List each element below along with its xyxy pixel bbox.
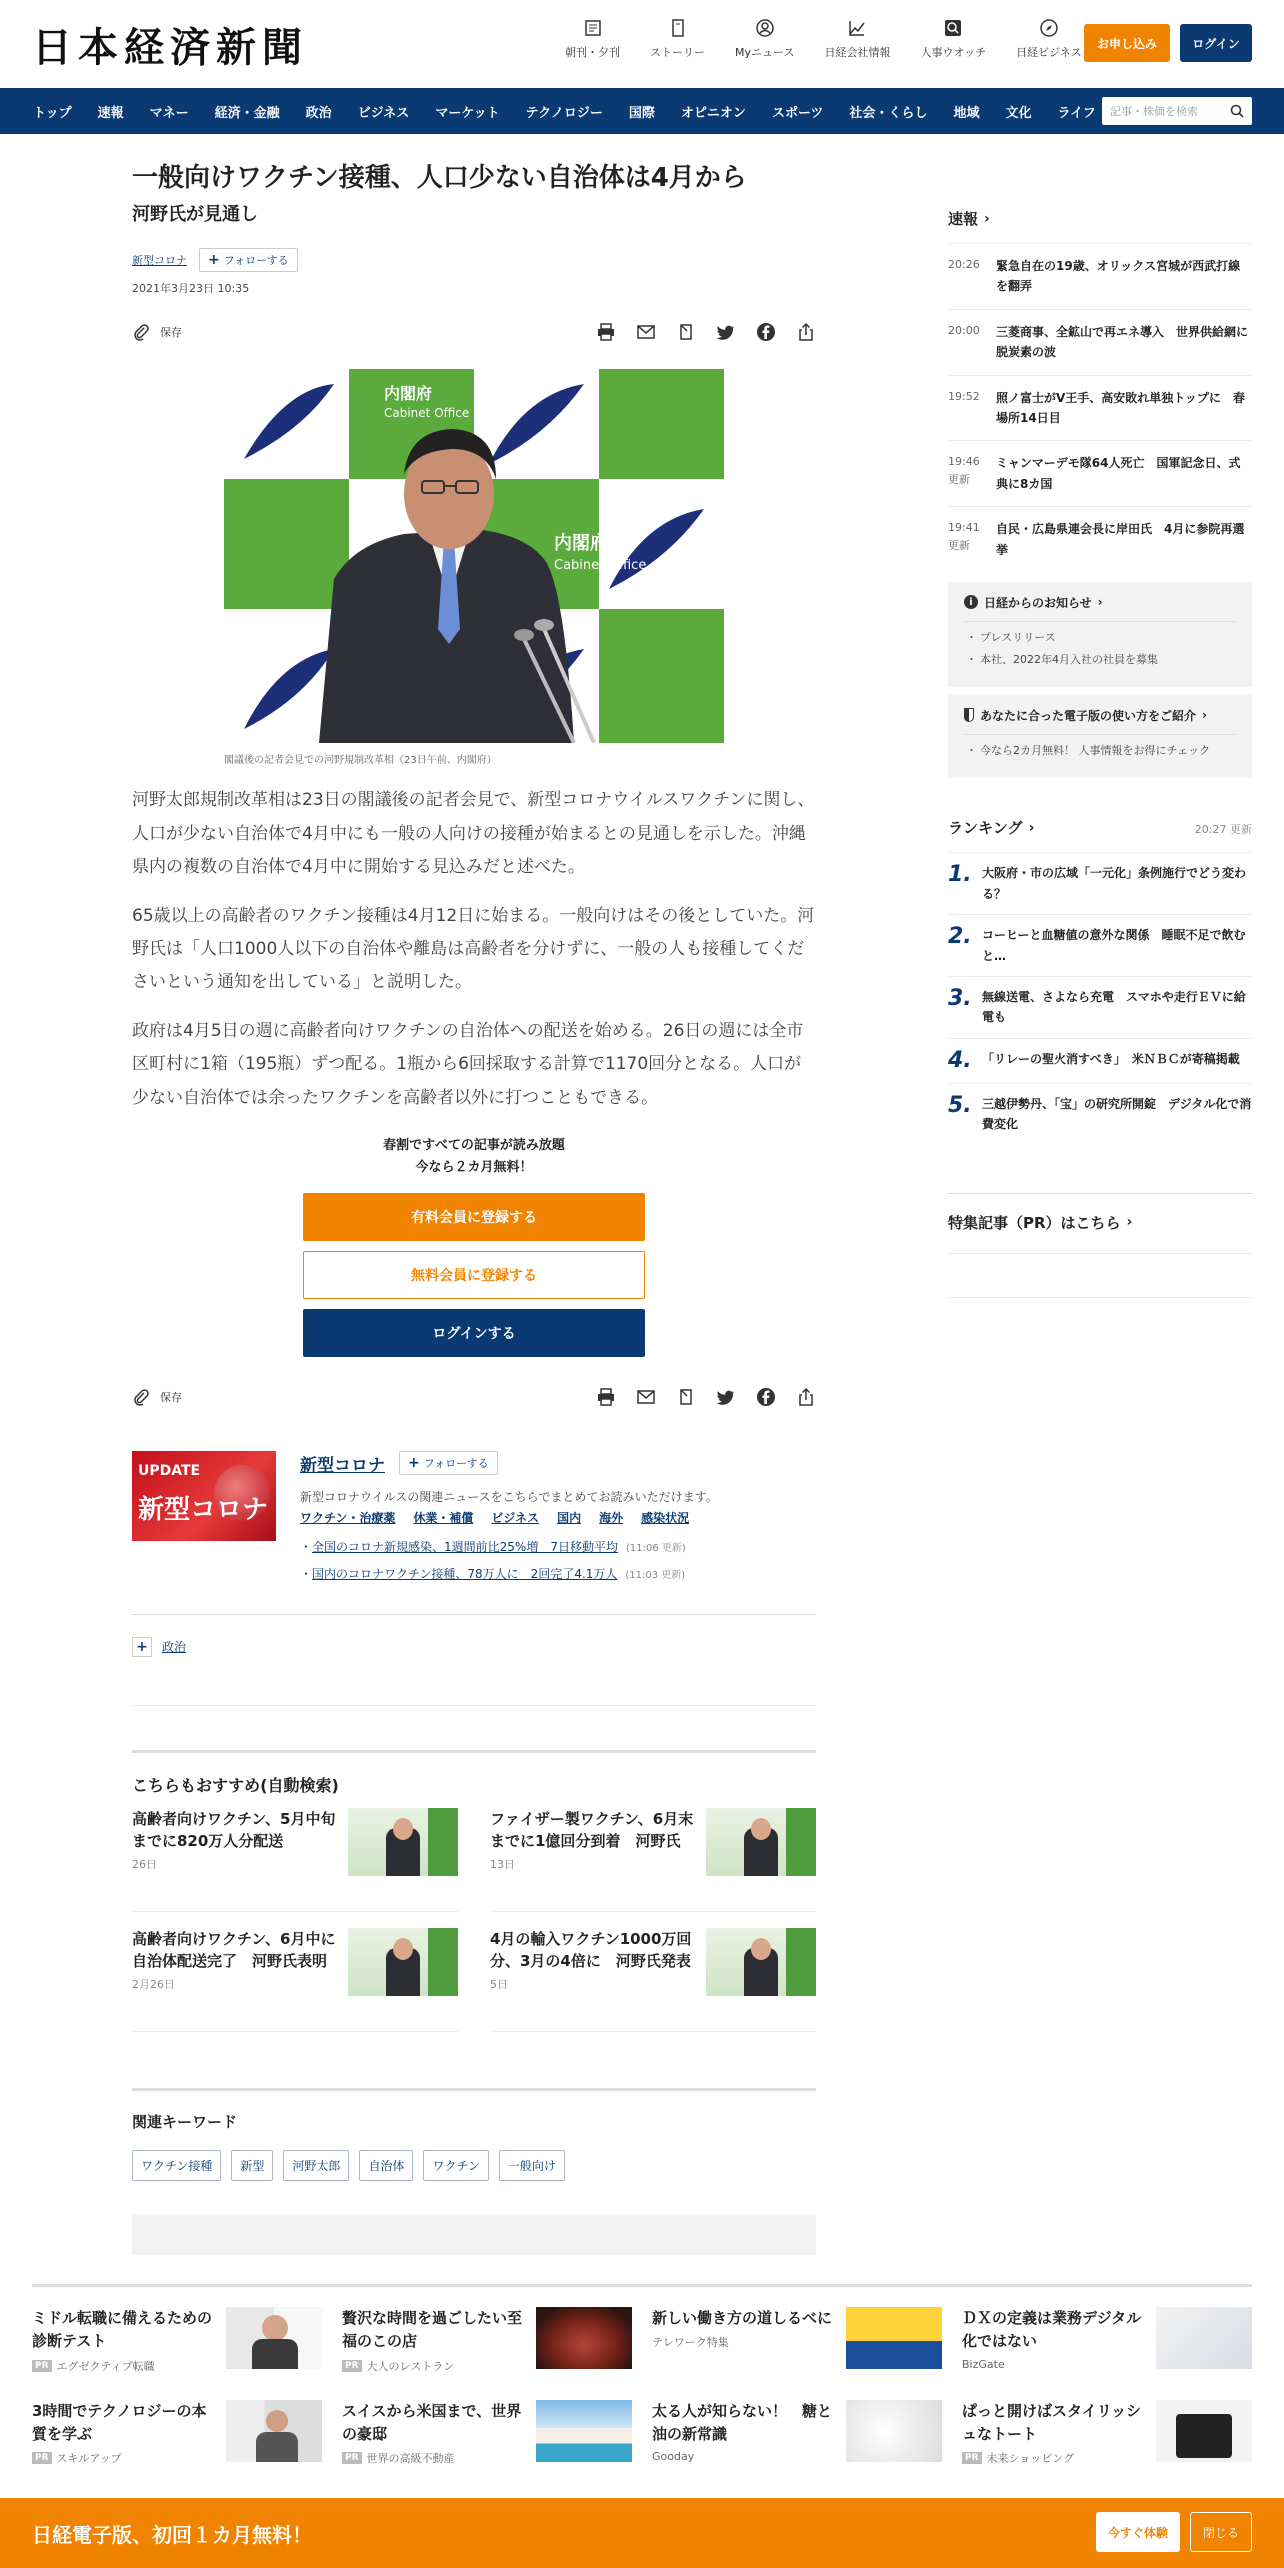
topic-news-item[interactable]: ・国内のコロナワクチン接種、78万人に 2回完了4.1万人 (11:03 更新)	[300, 1566, 686, 1581]
keyword-chip[interactable]: ワクチン	[423, 2150, 488, 2181]
chevron-right-icon: ›	[984, 210, 990, 227]
notice-item[interactable]: ・ プレスリリース	[964, 630, 1236, 647]
chevron-right-icon: ›	[1126, 1214, 1133, 1231]
news-status: 更新	[948, 538, 970, 552]
keywords-title: 関連キーワード	[132, 2112, 238, 2131]
subtopic-link[interactable]: ビジネス	[491, 1510, 540, 1525]
news-title[interactable]: ミャンマーデモ隊64人死亡 国軍記念日、式典に8カ国	[996, 456, 1241, 491]
share-icons	[596, 322, 816, 342]
follow-button[interactable]	[199, 248, 298, 272]
topic-news-title[interactable]: 全国のコロナ新規感染、1週間前比25%増 7日移動平均	[312, 1539, 618, 1554]
pr-item-title[interactable]: 太る人が知らない！ 糖と油の新常識	[652, 2401, 833, 2443]
recommend-item[interactable]	[132, 1808, 458, 1912]
chevron-right-icon: ›	[1028, 819, 1035, 836]
rank-title[interactable]: 大阪府・市の広域「一元化」条例施行でどう変わる？	[982, 866, 1247, 901]
twitter-icon[interactable]	[716, 1387, 736, 1407]
article-date: 2021年3月23日 10:35	[132, 282, 250, 296]
share-icon[interactable]	[796, 1387, 816, 1407]
save-label: 保存	[160, 1390, 182, 1404]
pr-placeholder	[948, 1297, 1252, 1341]
recommend-item-date: 2月26日	[132, 1977, 175, 1991]
keyword-chip[interactable]: 自治体	[359, 2150, 413, 2181]
news-status: 更新	[948, 472, 970, 486]
topic-row	[132, 248, 816, 272]
recommend-thumbnail[interactable]	[348, 1928, 458, 1996]
nav-item-business[interactable]: ビジネス	[357, 105, 410, 121]
topic-image-update: UPDATE	[138, 1462, 201, 1479]
tag-link-politics[interactable]: 政治	[162, 1640, 187, 1655]
cabinet-office-sign-en: Cabinet Office	[554, 558, 647, 574]
pr-item-title[interactable]: 贅沢な時間を過ごしたい至福のこの店	[342, 2309, 523, 2351]
nav-item-life[interactable]: ライフ	[1057, 105, 1096, 121]
recommend-thumbnail[interactable]	[706, 1808, 816, 1876]
pr-item-title[interactable]: スイスから米国まで、世界の豪邸	[342, 2401, 522, 2443]
footer-promo-banner	[0, 2498, 1284, 2568]
subtopic-link[interactable]: ワクチン・治療薬	[300, 1510, 396, 1525]
follow-label: フォローする	[223, 254, 289, 268]
header-link-label: 日経ビジネス	[1016, 46, 1082, 59]
nav-item-international[interactable]: 国際	[628, 105, 655, 121]
header-link-mynews[interactable]	[735, 18, 794, 60]
nav-item-opinion[interactable]: オピニオン	[680, 105, 746, 121]
pr-thumbnail[interactable]	[846, 2400, 942, 2462]
user-icon	[755, 18, 775, 38]
guide-box	[948, 695, 1252, 778]
ranking-item[interactable]	[948, 914, 1252, 976]
photo-caption: 閣議後の記者会見での河野規制改革相（23日午前、内閣府）	[224, 755, 497, 767]
share-icons	[596, 1387, 816, 1407]
bookmark-icon[interactable]	[676, 1387, 696, 1407]
news-time: 19:46	[948, 455, 980, 469]
search-input[interactable]	[1102, 97, 1252, 125]
pr-item[interactable]	[32, 2400, 322, 2467]
ranking-list	[948, 852, 1252, 1144]
pr-item[interactable]	[342, 2307, 632, 2374]
header-link-label: Myニュース	[735, 46, 795, 59]
notice-title: 日経からのお知らせ	[984, 595, 1092, 610]
recommend-section	[132, 1750, 816, 2048]
recommend-item[interactable]	[490, 1928, 816, 2032]
topic-news-time: (11:06 更新)	[625, 1542, 686, 1554]
ranking-heading	[948, 817, 1252, 838]
rank-title[interactable]: コーヒーと血糖値の意外な関係 睡眠不足で飲むと…	[982, 928, 1246, 963]
topic-follow-button[interactable]	[399, 1451, 498, 1475]
keyword-chip[interactable]: 一般向け	[499, 2150, 565, 2181]
search-icon[interactable]	[1230, 104, 1244, 118]
chevron-right-icon: ›	[1202, 708, 1207, 723]
header-icon-menu	[565, 18, 1112, 60]
recommend-item-date: 5日	[490, 1977, 508, 1991]
topic-name-link[interactable]: 新型コロナ	[300, 1455, 385, 1476]
recommend-item-title[interactable]: ファイザー製ワクチン、6月末までに1億回分到着 河野氏	[490, 1809, 694, 1851]
print-icon[interactable]	[596, 322, 616, 342]
news-time: 19:52	[948, 389, 980, 403]
topic-news-time: (11:03 更新)	[625, 1569, 686, 1581]
rank-number: 4.	[948, 1047, 972, 1073]
rank-title[interactable]: 三越伊勢丹、「宝」の研究所開錠 デジタル化で消費変化	[982, 1096, 1252, 1132]
guide-title: あなたに合った電子版の使い方をご紹介	[980, 708, 1197, 723]
header-link-label: ストーリー	[650, 46, 705, 59]
paperclip-icon	[132, 323, 150, 341]
recommend-title: こちらもおすすめ(自動検索)	[132, 1775, 339, 1795]
plus-icon: +	[208, 252, 220, 269]
pr-placeholder	[948, 1253, 1252, 1297]
recommend-item[interactable]	[490, 1808, 816, 1912]
recommend-item-title[interactable]: 4月の輸入ワクチン1000万回分、3月の4倍に 河野氏発表	[490, 1929, 692, 1971]
article-body	[132, 784, 816, 1114]
pr-sponsor: テレワーク特集	[652, 2336, 729, 2350]
pr-item-title[interactable]: ミドル転職に備えるための診断テスト	[32, 2309, 213, 2351]
article-photo	[224, 369, 724, 743]
news-time: 19:41	[948, 521, 980, 535]
subtopic-link[interactable]: 休業・補償	[413, 1510, 474, 1525]
breaking-news-item[interactable]	[948, 375, 1252, 441]
cabinet-office-sign-en: Cabinet Office	[384, 406, 470, 421]
pr-section	[948, 1193, 1252, 1341]
try-now-button[interactable]: 今すぐ体験	[1096, 2512, 1180, 2552]
pr-thumbnail[interactable]	[226, 2400, 322, 2462]
article-paragraph: 65歳以上の高齢者のワクチン接種は4月12日に始まる。一般向けはその後としていた。河野氏は「人口1000人以下の自治体や離島は高齢者を分けずに、一般の人も接種してくださいという通知を出している」と説明した。	[132, 905, 815, 993]
mail-icon[interactable]	[636, 322, 656, 342]
ad-placeholder	[132, 2215, 816, 2255]
subscription-promo	[132, 1135, 816, 1357]
bottom-pr-grid	[32, 2307, 1252, 2466]
nav-item-sports[interactable]: スポーツ	[771, 105, 824, 121]
topic-link[interactable]: 新型コロナ	[132, 254, 187, 268]
ranking-item[interactable]	[948, 1038, 1252, 1083]
subtopic-link[interactable]: 国内	[557, 1510, 582, 1525]
pr-thumbnail[interactable]	[1156, 2400, 1252, 2462]
news-title[interactable]: 三菱商事、全鉱山で再エネ導入 世界供給網に脱炭素の波	[996, 324, 1249, 360]
pr-item-title[interactable]: 新しい働き方の道しるべに	[652, 2309, 833, 2327]
breaking-news-item[interactable]	[948, 309, 1252, 375]
pr-item[interactable]	[652, 2400, 942, 2467]
rank-number: 2.	[948, 924, 972, 950]
header-link-label: 日経会社情報	[824, 46, 891, 59]
recommend-item[interactable]	[132, 1928, 458, 2032]
search-person-icon	[943, 18, 963, 38]
pr-badge: PR	[32, 2360, 52, 2372]
nav-item-politics[interactable]: 政治	[305, 105, 332, 121]
breaking-news-heading[interactable]	[948, 208, 1252, 229]
ranking-item[interactable]	[948, 1083, 1252, 1145]
sidebar	[948, 208, 1252, 1341]
compass-icon	[1039, 18, 1059, 38]
mail-icon[interactable]	[636, 1387, 656, 1407]
notice-heading[interactable]	[964, 594, 1236, 611]
topic-box	[132, 1451, 816, 1615]
header-link-company-info[interactable]	[824, 18, 890, 60]
header-link-morning-evening[interactable]	[565, 18, 620, 60]
pr-sponsor: Gooday	[652, 2450, 695, 2463]
header-link-label: 朝刊・夕刊	[565, 46, 620, 59]
article-subtitle: 河野氏が見通し	[132, 204, 258, 226]
info-icon: i	[964, 595, 978, 609]
register-free-button[interactable]: 無料会員に登録する	[303, 1251, 645, 1299]
pr-badge: PR	[962, 2452, 982, 2464]
pr-item[interactable]	[342, 2400, 632, 2467]
pr-thumbnail[interactable]	[536, 2307, 632, 2369]
rank-title[interactable]: 「リレーの聖火消すべき」 米ＮＢＣが寄稿掲載	[982, 1051, 1240, 1066]
save-button[interactable]	[132, 1388, 182, 1406]
plus-icon: +	[408, 1455, 420, 1472]
tag-follow-row	[132, 1637, 816, 1706]
nav-item-society[interactable]: 社会・くらし	[849, 105, 928, 121]
masthead	[0, 0, 1284, 88]
save-label: 保存	[160, 326, 182, 340]
promo-line-1: 春割ですべての記事が読み放題	[383, 1137, 565, 1153]
pr-thumbnail[interactable]	[1156, 2307, 1252, 2369]
pr-heading-link[interactable]	[948, 1212, 1252, 1233]
subtopic-link[interactable]: 感染状況	[641, 1510, 690, 1525]
header-link-label: 人事ウオッチ	[920, 46, 987, 59]
ranking-updated: 20:27 更新	[1194, 823, 1252, 837]
pr-item-title[interactable]: 3時間でテクノロジーの本質を学ぶ	[32, 2401, 207, 2443]
topic-news-title[interactable]: 国内のコロナワクチン接種、78万人に 2回完了4.1万人	[312, 1566, 618, 1581]
ranking-title: ランキング	[948, 819, 1023, 838]
recommend-item-date: 26日	[132, 1857, 157, 1871]
header-link-personnel[interactable]	[920, 18, 986, 60]
breaking-news-item[interactable]	[948, 243, 1252, 309]
news-title[interactable]: 自民・広島県連会長に岸田氏 4月に参院再選挙	[996, 522, 1245, 557]
guide-item[interactable]: ・ 今なら2カ月無料！ 人事情報をお得にチェック	[964, 743, 1236, 760]
news-time: 20:00	[948, 323, 980, 337]
pr-thumbnail[interactable]	[536, 2400, 632, 2462]
rank-number: 5.	[948, 1092, 972, 1118]
nikkei-logo[interactable]: 日本経済新聞	[32, 23, 308, 71]
recommend-item-date: 13日	[490, 1857, 515, 1871]
article-paragraph: 河野太郎規制改革相は23日の閣議後の記者会見で、新型コロナウイルスワクチンに関し、人口が少ない自治体で4月中にも一般の人向けの接種が始まるとの見通しを示した。沖縄県内の複数の自治体で4月中に開始する見込みだと述べた。	[132, 790, 815, 877]
rank-number: 3.	[948, 985, 972, 1011]
share-icon[interactable]	[796, 322, 816, 342]
topic-subtopics	[300, 1509, 816, 1526]
search-placeholder: 記事・株価を検索	[1110, 105, 1198, 118]
pr-sponsor: スキルアップ	[56, 2452, 122, 2465]
bookmark-icon[interactable]	[676, 322, 696, 342]
facebook-icon[interactable]	[756, 1387, 776, 1407]
bottom-pr-section	[32, 2284, 1252, 2466]
nav-item-culture[interactable]: 文化	[1005, 105, 1032, 121]
company-chart-icon	[847, 18, 867, 38]
topic-image-name: 新型コロナ	[138, 1494, 269, 1525]
news-title[interactable]: 緊急自在の19歳、オリックス宮城が西武打線を翻弄	[996, 259, 1241, 294]
paperclip-icon	[132, 1388, 150, 1406]
guide-heading[interactable]	[964, 707, 1236, 724]
facebook-icon[interactable]	[756, 322, 776, 342]
keyword-list	[132, 2150, 816, 2181]
pr-badge: PR	[342, 2360, 362, 2372]
ranking-item[interactable]	[948, 976, 1252, 1038]
notice-box	[948, 582, 1252, 687]
keyword-chip[interactable]: 新型	[231, 2150, 273, 2181]
plus-icon[interactable]: +	[132, 1637, 152, 1657]
pr-item-title[interactable]: ＤＸの定義は業務デジタル化ではない	[962, 2309, 1142, 2351]
header-link-story[interactable]	[650, 18, 705, 60]
topic-news-list	[300, 1538, 816, 1582]
pr-item-title[interactable]: ぱっと開けばスタイリッシュなトート	[962, 2401, 1142, 2443]
ranking-title-link[interactable]	[948, 817, 1034, 838]
nav-item-technology[interactable]: テクノロジー	[525, 105, 603, 121]
promo-line-2: 今なら２カ月無料！	[415, 1159, 533, 1175]
pr-sponsor: 大人のレストラン	[366, 2359, 455, 2373]
main-nav	[0, 88, 1284, 134]
pr-title: 特集記事（PR）はこちら	[948, 1213, 1121, 1232]
topic-image[interactable]	[132, 1451, 276, 1541]
article-title: 一般向けワクチン接種、人口少ない自治体は4月から	[132, 163, 747, 193]
notice-list	[964, 621, 1236, 669]
promo-login-button[interactable]: ログインする	[303, 1309, 645, 1357]
press-conference-photo	[224, 369, 724, 743]
nav-item-economy[interactable]: 経済・金融	[214, 105, 280, 121]
recommend-thumbnail[interactable]	[348, 1808, 458, 1876]
pr-thumbnail[interactable]	[846, 2307, 942, 2369]
breaking-news-title: 速報	[948, 210, 979, 228]
nav-item-money[interactable]: マネー	[149, 105, 189, 121]
news-title[interactable]: 照ノ富士がV王手、高安敗れ単独トップに 春場所14日目	[996, 390, 1245, 425]
keyword-chip[interactable]: ワクチン接種	[132, 2150, 221, 2181]
beginner-mark-icon	[964, 708, 974, 722]
apply-button[interactable]: お申し込み	[1084, 24, 1170, 62]
footer-promo-text: 日経電子版、初回１カ月無料！	[32, 2522, 312, 2547]
register-paid-button[interactable]: 有料会員に登録する	[303, 1193, 645, 1241]
article-toolbar-top	[132, 320, 816, 344]
nav-item-region[interactable]: 地域	[953, 105, 980, 121]
pr-item[interactable]	[962, 2400, 1252, 2467]
recommend-grid	[132, 1808, 816, 2048]
article-paragraph: 政府は4月5日の週に高齢者向けワクチンの自治体への配送を始める。26日の週には全市区町村に1箱（195瓶）ずつ配る。1瓶から6回採取する計算で1170回分となる。人口が少ない自治体では余ったワクチンを高齢者以外に打つこともできる。	[132, 1021, 804, 1108]
chevron-right-icon: ›	[1097, 595, 1103, 610]
cabinet-office-sign: 内閣府	[554, 533, 608, 555]
save-button[interactable]	[132, 323, 182, 341]
subtopic-link[interactable]: 海外	[599, 1510, 624, 1525]
news-time: 20:26	[948, 258, 980, 271]
pr-item[interactable]	[962, 2307, 1252, 2374]
guide-list	[964, 734, 1236, 760]
pr-badge: PR	[342, 2452, 362, 2464]
header-link-nikkei-business[interactable]	[1016, 18, 1082, 60]
newspaper-icon	[583, 18, 603, 38]
related-keywords	[132, 2088, 816, 2181]
recommend-thumbnail[interactable]	[706, 1928, 816, 1996]
breaking-news-item[interactable]	[948, 506, 1252, 572]
login-button[interactable]: ログイン	[1180, 24, 1252, 62]
nav-item-breaking[interactable]: 速報	[97, 105, 124, 121]
ranking-item[interactable]	[948, 852, 1252, 914]
nav-item-market[interactable]: マーケット	[435, 105, 500, 121]
pr-sponsor: BizGate	[962, 2357, 1005, 2371]
recommend-item-title[interactable]: 高齢者向けワクチン、5月中旬までに820万人分配送	[132, 1809, 336, 1851]
pr-sponsor: 未来ショッピング	[986, 2452, 1075, 2465]
topic-description: 新型コロナウイルスの関連ニュースをこちらでまとめてお読みいただけます。	[300, 1489, 718, 1504]
topic-news-item[interactable]: ・全国のコロナ新規感染、1週間前比25%増 7日移動平均 (11:06 更新)	[300, 1539, 686, 1554]
breaking-news-list	[948, 243, 1252, 572]
pr-sponsor: 世界の高級不動産	[366, 2452, 455, 2465]
keyword-chip[interactable]: 河野太郎	[283, 2150, 349, 2181]
pr-item[interactable]	[652, 2307, 942, 2374]
article	[132, 160, 816, 2255]
notice-item[interactable]: ・ 本社、2022年4月入社の社員を募集	[964, 652, 1236, 669]
print-icon[interactable]	[596, 1387, 616, 1407]
pr-thumbnail[interactable]	[226, 2307, 322, 2369]
rank-number: 1.	[948, 862, 972, 888]
topic-info	[300, 1451, 816, 1592]
pr-badge: PR	[32, 2452, 52, 2464]
pr-item[interactable]	[32, 2307, 322, 2374]
close-banner-button[interactable]: 閉じる	[1190, 2512, 1252, 2552]
cabinet-office-sign: 内閣府	[384, 384, 433, 404]
twitter-icon[interactable]	[716, 322, 736, 342]
article-toolbar-bottom	[132, 1385, 816, 1409]
pr-sponsor: エグゼクティブ転職	[56, 2359, 155, 2373]
recommend-item-title[interactable]: 高齢者向けワクチン、6月中に自治体配送完了 河野氏表明	[132, 1929, 336, 1971]
story-icon	[668, 18, 688, 38]
rank-title[interactable]: 無線送電、さよなら充電 スマホや走行ＥＶに給電も	[982, 989, 1246, 1025]
follow-label: フォローする	[423, 1457, 489, 1471]
nav-item-top[interactable]: トップ	[33, 105, 72, 121]
breaking-news-item[interactable]	[948, 440, 1252, 506]
